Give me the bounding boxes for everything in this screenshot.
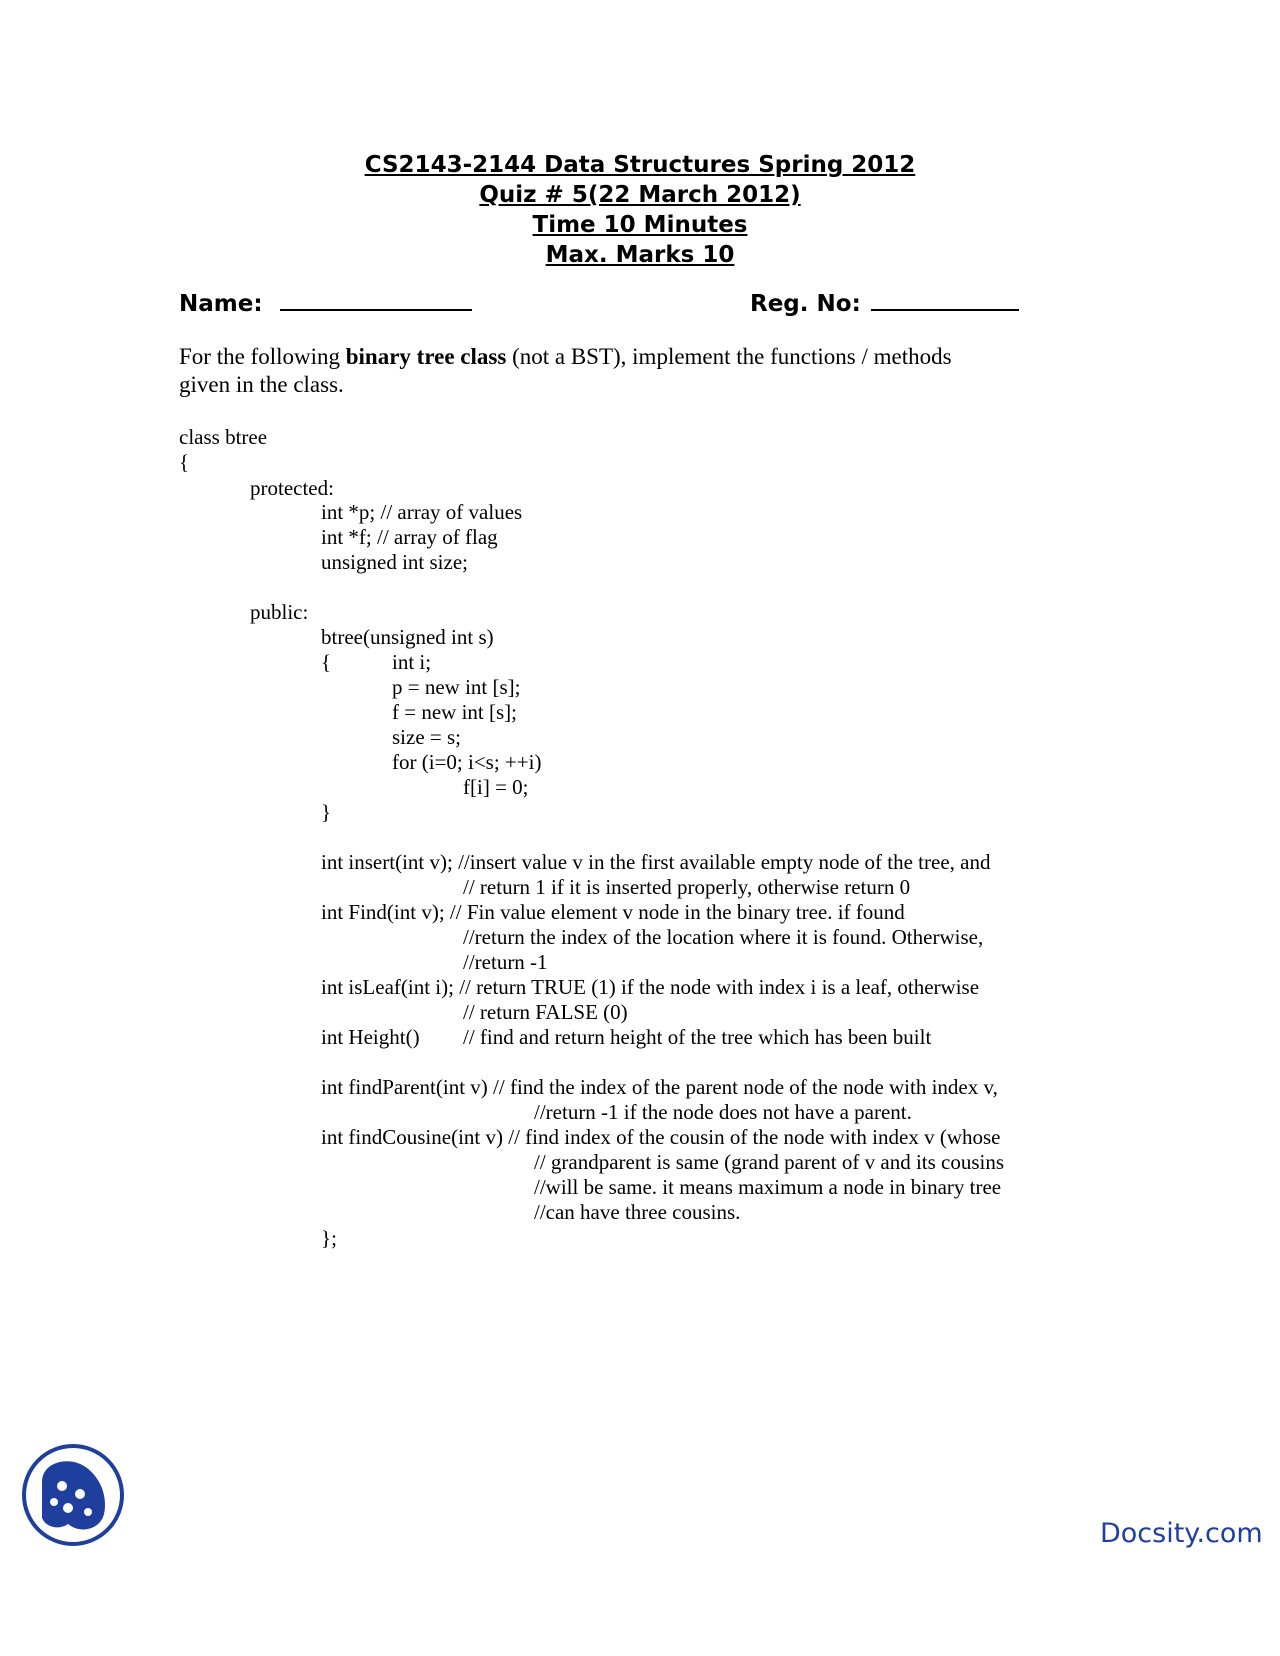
code-insert-comment: // return 1 if it is inserted properly, otherwise return 0 — [463, 875, 911, 899]
docsity-watermark: Docsity.com — [1100, 1518, 1263, 1549]
code-insert-decl: int insert(int v); //insert value v in the first available empty node of the tree, and — [321, 850, 991, 874]
code-member-size: unsigned int size; — [321, 550, 468, 574]
course-title: CS2143-2144 Data Structures Spring 2012 — [364, 152, 916, 178]
name-label: Name: — [179, 291, 263, 317]
name-field — [179, 287, 472, 319]
code-findcousine-comment: //will be same. it means maximum a node in binary tree — [534, 1175, 1002, 1199]
code-height-comment: // find and return height of the tree which has been built — [463, 1025, 932, 1049]
instructions-bold-term: binary tree class — [345, 344, 507, 369]
code-findcousine-decl: int findCousine(int v) // find index of the cousin of the node with index v (whose — [321, 1125, 1001, 1149]
code-find-comment: //return -1 — [463, 950, 548, 974]
instructions-line-1 — [179, 342, 952, 371]
code-class-close: }; — [321, 1226, 337, 1250]
instructions-line-2: given in the class. — [179, 372, 344, 397]
code-find-comment: //return the index of the location where it is found. Otherwise, — [463, 925, 984, 949]
quiz-header — [0, 150, 1280, 270]
code-findcousine-comment: // grandparent is same (grand parent of v and its cousins — [534, 1150, 1005, 1174]
code-ctor-line: int i; — [392, 650, 432, 674]
max-marks: Max. Marks 10 — [545, 242, 735, 268]
code-isleaf-comment: // return FALSE (0) — [463, 1000, 628, 1024]
code-class-decl: class btree — [179, 425, 268, 449]
code-find-decl: int Find(int v); // Fin value element v node in the binary tree. if found — [321, 900, 905, 924]
code-ctor-signature: btree(unsigned int s) — [321, 625, 494, 649]
code-ctor-line: size = s; — [392, 725, 461, 749]
code-ctor-line: f[i] = 0; — [463, 775, 529, 799]
instructions-text-continued: (not a BST), implement the functions / methods — [506, 344, 952, 369]
code-member-f: int *f; // array of flag — [321, 525, 498, 549]
docsity-logo-icon — [20, 1442, 126, 1548]
name-blank-line — [280, 287, 472, 311]
reg-no-blank-line — [871, 287, 1019, 311]
code-isleaf-decl: int isLeaf(int i); // return TRUE (1) if the node with index i is a leaf, otherwise — [321, 975, 980, 999]
time-limit: Time 10 Minutes — [532, 212, 748, 238]
code-open-brace: { — [179, 450, 190, 474]
code-findparent-decl: int findParent(int v) // find the index of the parent node of the node with index v, — [321, 1075, 998, 1099]
code-public: public: — [250, 600, 309, 624]
quiz-title: Quiz # 5(22 March 2012) — [479, 182, 801, 208]
code-member-p: int *p; // array of values — [321, 500, 523, 524]
code-ctor-close-brace: } — [321, 800, 332, 824]
code-ctor-line: p = new int [s]; — [392, 675, 521, 699]
reg-no-label: Reg. No: — [750, 291, 861, 317]
code-ctor-open-brace: { — [321, 650, 332, 674]
code-ctor-line: f = new int [s]; — [392, 700, 517, 724]
code-ctor-line: for (i=0; i<s; ++i) — [392, 750, 542, 774]
code-protected: protected: — [250, 476, 334, 500]
reg-no-field — [750, 287, 1019, 319]
instructions-text: For the following — [179, 344, 346, 369]
code-findparent-comment: //return -1 if the node does not have a parent. — [534, 1100, 912, 1124]
code-findcousine-comment: //can have three cousins. — [534, 1200, 741, 1224]
code-height-decl: int Height() — [321, 1025, 420, 1049]
